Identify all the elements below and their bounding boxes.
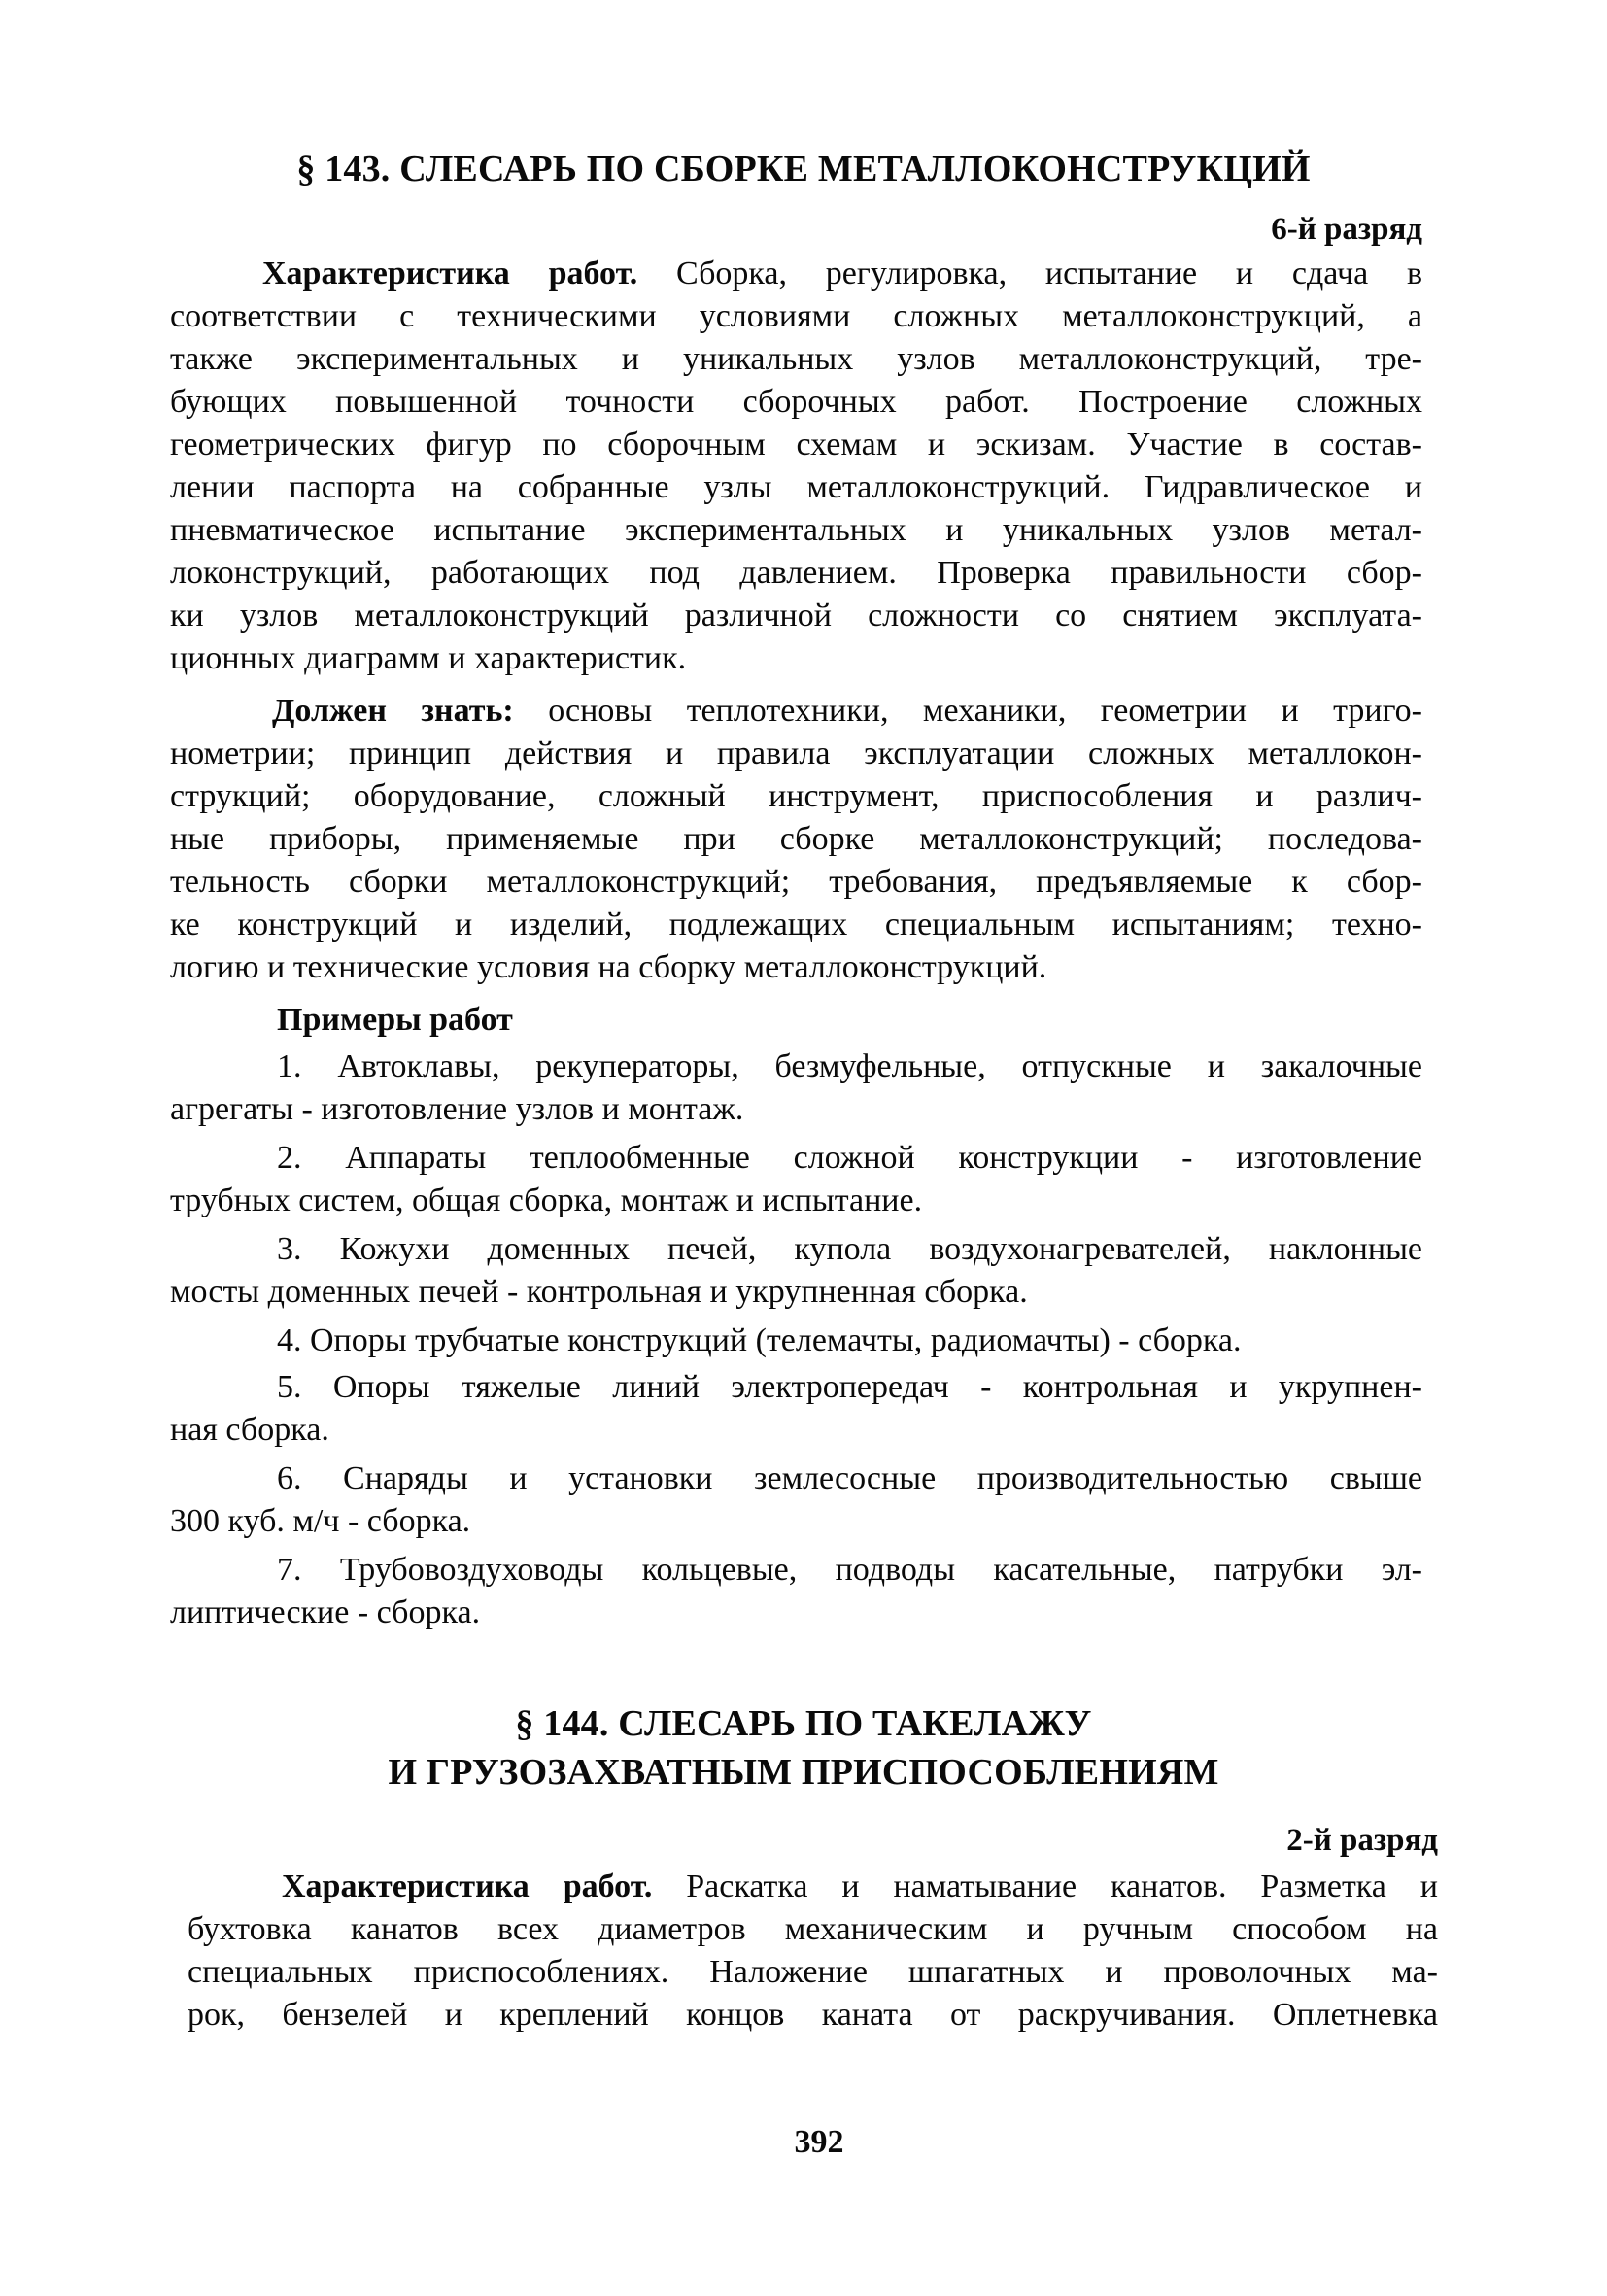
paragraph-line: также экспериментальных и уникальных узлов металлоконструкций, тре- [170,341,1422,377]
paragraph-line: специальных приспособлениях. Наложение шпагатных и проволочных ма- [188,1954,1438,1990]
example-item-3: 3. Кожухи доменных печей, купола воздухонагревателей, наклонные [277,1231,1422,1267]
paragraph-line: ки узлов металлоконструкций различной сложности со снятием эксплуата- [170,598,1422,634]
example-item-7-cont: липтические - сборка. [170,1594,481,1630]
section-143-knowledge-first-line: Должен знать: основы теплотехники, механики, геометрии и триго- [272,693,1423,729]
example-item-2-cont: трубных систем, общая сборка, монтаж и испытание. [170,1182,923,1218]
paragraph-line: ные приборы, применяемые при сборке металлоконструкций; последова- [170,821,1422,857]
paragraph-line: соответствии с техническими условиями сложных металлоконструкций, а [170,298,1422,334]
section-144-characteristics-first-line: Характеристика работ. Раскатка и наматывание канатов. Разметка и [282,1868,1438,1904]
section-144-grade: 2-й разряд [1286,1823,1438,1858]
example-item-1-cont: агрегаты - изготовление узлов и монтаж. [170,1091,744,1127]
example-item-5: 5. Опоры тяжелые линий электропередач - контрольная и укрупнен- [277,1369,1422,1405]
example-item-6: 6. Снаряды и установки землесосные производительностью свыше [277,1460,1422,1496]
example-item-5-cont: ная сборка. [170,1412,329,1448]
paragraph-line: ционных диаграмм и характеристик. [170,640,687,676]
paragraph-line: ке конструкций и изделий, подлежащих специальным испытаниям; техно- [170,907,1422,942]
characteristics-label: Характеристика работ. [262,256,638,291]
paragraph-line: лении паспорта на собранные узлы металлоконструкций. Гидравлическое и [170,469,1422,505]
example-item-7: 7. Трубовоздуховоды кольцевые, подводы касательные, патрубки эл- [277,1552,1422,1588]
example-item-3-cont: мосты доменных печей - контрольная и укрупненная сборка. [170,1274,1028,1310]
paragraph-line: нометрии; принцип действия и правила эксплуатации сложных металлокон- [170,736,1422,771]
paragraph-line: тельность сборки металлоконструкций; требования, предъявляемые к сбор- [170,864,1422,900]
paragraph-line: бующих повышенной точности сборочных работ. Построение сложных [170,384,1422,420]
knowledge-label: Должен знать: [272,693,514,729]
section-143-grade: 6-й разряд [1271,212,1422,247]
section-143-characteristics-first-line: Характеристика работ. Сборка, регулировка, испытание и сдача в [262,256,1422,291]
paragraph-line: струкций; оборудование, сложный инструмент, приспособления и различ- [170,778,1422,814]
paragraph-line: логию и технические условия на сборку металлоконструкций. [170,949,1047,985]
example-item-1: 1. Автоклавы, рекуператоры, безмуфельные, отпускные и закалочные [277,1048,1422,1084]
page-number: 392 [794,2124,844,2160]
section-143-title: § 143. СЛЕСАРЬ ПО СБОРКЕ МЕТАЛЛОКОНСТРУКЦИЙ [296,149,1311,189]
section-144-title-line-1: § 144. СЛЕСАРЬ ПО ТАКЕЛАЖУ [515,1703,1092,1744]
paragraph-line: рок, бензелей и креплений концов каната от раскручивания. Оплетневка [188,1997,1438,2033]
examples-heading: Примеры работ [277,1002,513,1038]
characteristics-label: Характеристика работ. [282,1868,653,1904]
example-item-2: 2. Аппараты теплообменные сложной конструкции - изготовление [277,1140,1422,1176]
example-item-6-cont: 300 куб. м/ч - сборка. [170,1503,471,1539]
paragraph-line: пневматическое испытание экспериментальных и уникальных узлов метал- [170,512,1422,548]
paragraph-line: геометрических фигур по сборочным схемам и эскизам. Участие в состав- [170,427,1422,463]
section-144-title-line-2: И ГРУЗОЗАХВАТНЫМ ПРИСПОСОБЛЕНИЯМ [388,1752,1219,1793]
example-item-4: 4. Опоры трубчатые конструкций (телемачты, радиомачты) - сборка. [277,1322,1242,1358]
paragraph-line: бухтовка канатов всех диаметров механическим и ручным способом на [188,1911,1438,1947]
paragraph-line: локонструкций, работающих под давлением. Проверка правильности сбор- [170,555,1422,591]
